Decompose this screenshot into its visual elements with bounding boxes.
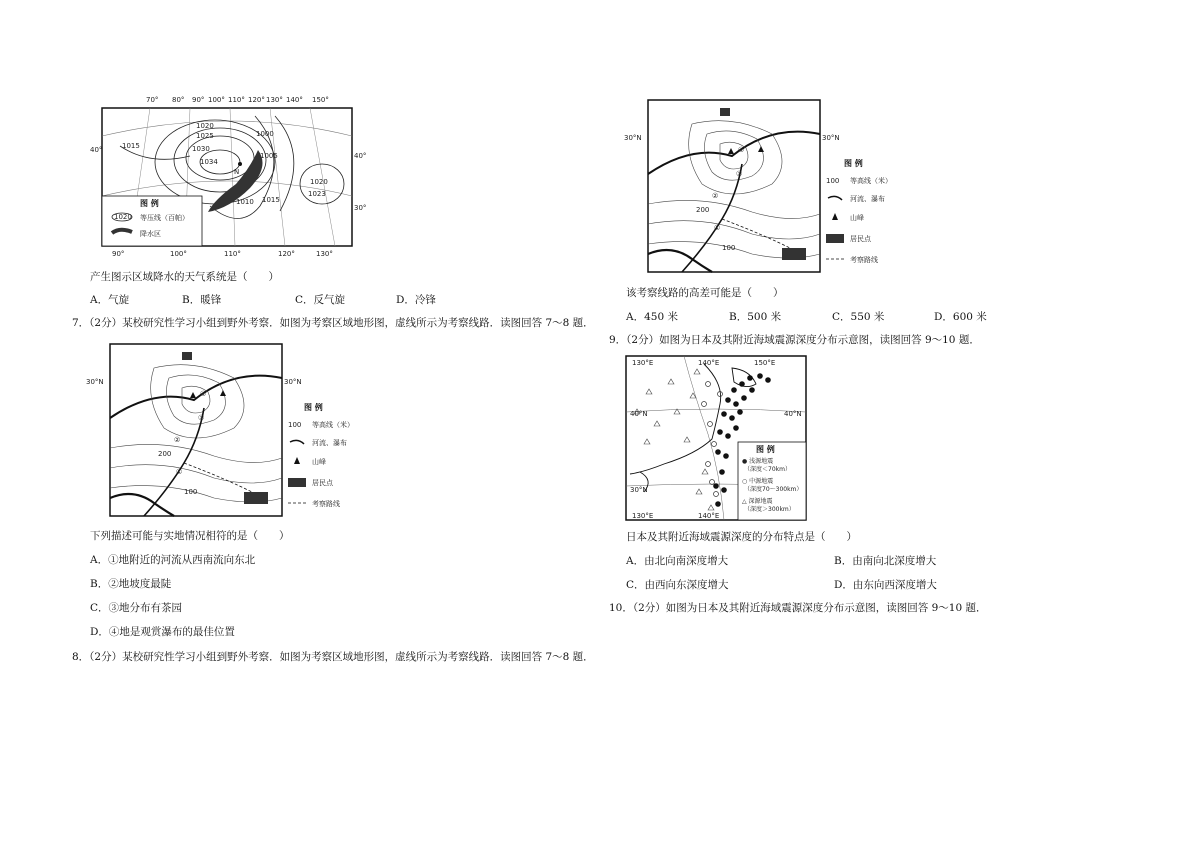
legend-settlement: 居民点 [850,235,871,243]
q8-stem: 该考察线路的高差可能是（ ） [626,287,784,299]
isobar-label: 1015 [262,196,280,204]
q8-option-b: B．500 米 [729,311,782,323]
lat-label: 40°N [784,410,802,418]
lon-label: 100° [208,96,225,104]
q6-option-a: A．气旋 [90,294,130,306]
topo-map-svg [84,338,372,520]
contour-label: 200 [158,450,172,458]
lon-label: 130°E [632,359,654,367]
legend-title: 图 例 [140,199,159,208]
legend-settlement: 居民点 [312,479,333,487]
isobar-label: 1034 [200,158,218,166]
legend-mid: ○ 中源地震 [742,478,774,485]
point-label: ① [714,224,721,232]
lon-label: 130°E [632,512,654,520]
lon-label: 120° [278,250,295,258]
topo-map-figure [84,338,372,520]
q9-option-a: A．由北向南深度增大 [626,555,729,567]
q8-option-a: A．450 米 [626,311,678,323]
legend-rain: 降水区 [140,230,161,238]
q7-option-a: A．①地附近的河流从西南流向东北 [90,554,256,566]
isobar-label: 1020 [196,122,214,130]
legend-title: 图 例 [756,445,775,454]
q6-option-c: C．反气旋 [295,294,346,306]
isobar-label: 1020 [310,178,328,186]
lon-label: 90° [112,250,125,258]
lon-label: 130° [266,96,283,104]
isobar-label: 1023 [308,190,326,198]
point-label: ④ [200,390,207,398]
legend-deep: △ 深源地震 [742,498,773,505]
q7-stem: 下列描述可能与实地情况相符的是（ ） [90,530,290,542]
q9-option-b: B．由南向北深度增大 [834,555,937,567]
q9-title: 9．（2分）如图为日本及其附近海域震源深度分布示意图，读图回答 9～10 题． [609,334,980,346]
contour-label: 100 [184,488,198,496]
legend-route: 考察路线 [312,500,340,508]
q7-title: 7．（2分）某校研究性学习小组到野外考察．如图为考察区域地形图，虚线所示为考察线路．读图回答 7～8 题． [72,317,594,329]
lon-label: 150° [312,96,329,104]
lat-label: 30°N [86,378,104,386]
lat-label: 30°N [624,134,642,142]
legend-route: 考察路线 [850,256,878,264]
point-label: ③ [198,414,205,422]
q9-option-d: D．由东向西深度增大 [834,579,937,591]
legend-contour-sample: 100 [826,177,840,185]
lon-label: 100° [170,250,187,258]
weather-map-figure [90,96,367,260]
legend-peak: 山峰 [850,214,864,222]
lon-label: 80° [172,96,185,104]
point-label: ③ [736,170,743,178]
contour-label: 200 [696,206,710,214]
q8-option-c: C．550 米 [832,311,885,323]
lat-label: 30°N [284,378,302,386]
q6-stem: 产生图示区域降水的天气系统是（ ） [90,271,279,283]
isobar-label: 1030 [192,145,210,153]
legend-river: 河流、瀑布 [312,439,347,447]
topo-map-svg [622,96,922,276]
q7-option-d: D．④地是观赏瀑布的最佳位置 [90,626,235,638]
legend-shallow: ● 浅源地震 [742,458,774,465]
lon-label: 110° [224,250,241,258]
legend-isobar: 等压线（百帕） [140,214,189,222]
lat-label: 40°N [630,410,648,418]
q8-option-d: D．600 米 [934,311,987,323]
q7-option-c: C．③地分布有茶园 [90,602,183,614]
q8-title: 8．（2分）某校研究性学习小组到野外考察．如图为考察区域地形图，虚线所示为考察线路．读图回答 7～8 题． [72,651,594,663]
q6-option-d: D．冷锋 [396,294,436,306]
point-label: ④ [738,146,745,154]
legend-mid-depth: （深度70～300km） [744,486,803,493]
point-label: ② [712,192,719,200]
lon-label: 90° [192,96,205,104]
lon-label: 130° [316,250,333,258]
isobar-label: 1000 [256,130,274,138]
q9-stem: 日本及其附近海域震源深度的分布特点是（ ） [626,531,857,543]
legend-peak: 山峰 [312,458,326,466]
q7-option-b: B．②地坡度最陡 [90,578,172,590]
lon-label: 70° [146,96,159,104]
weather-map-svg [90,96,367,260]
point-label: ① [176,468,183,476]
contour-label: 100 [722,244,736,252]
lon-label: 140° [286,96,303,104]
lon-label: 110° [228,96,245,104]
legend-isobar-sample: 1020 [114,213,132,221]
legend-shallow-depth: （深度＜70km） [744,466,791,473]
legend-deep-depth: （深度＞300km） [744,506,795,513]
topo-map-figure [622,96,922,276]
lon-label: 140°E [698,512,720,520]
isobar-label: 1005 [260,152,278,160]
lon-label: 120° [248,96,265,104]
q6-option-b: B．暖锋 [182,294,222,306]
legend-contour: 等高线（米） [850,177,892,185]
q10-title: 10．（2分）如图为日本及其附近海域震源深度分布示意图，读图回答 9～10 题． [609,602,987,614]
point-label: ② [174,436,181,444]
q9-option-c: C．由西向东深度增大 [626,579,729,591]
point-label: N [234,168,240,176]
lon-label: 140°E [698,359,720,367]
legend-title: 图 例 [304,403,323,412]
lat-label: 30° [354,204,367,212]
lat-label: 30°N [630,486,648,494]
lon-label: 150°E [754,359,776,367]
earthquake-map-svg [624,354,808,522]
legend-title: 图 例 [844,159,863,168]
legend-river: 河流、瀑布 [850,195,885,203]
lat-label: 40° [90,146,103,154]
lat-label: 40° [354,152,367,160]
isobar-label: 1015 [122,142,140,150]
legend-contour: 等高线（米） [312,421,354,429]
legend-contour-sample: 100 [288,421,302,429]
isobar-label: 1025 [196,132,214,140]
isobar-label: 1010 [236,198,254,206]
lat-label: 30°N [822,134,840,142]
earthquake-map-figure [624,354,808,522]
